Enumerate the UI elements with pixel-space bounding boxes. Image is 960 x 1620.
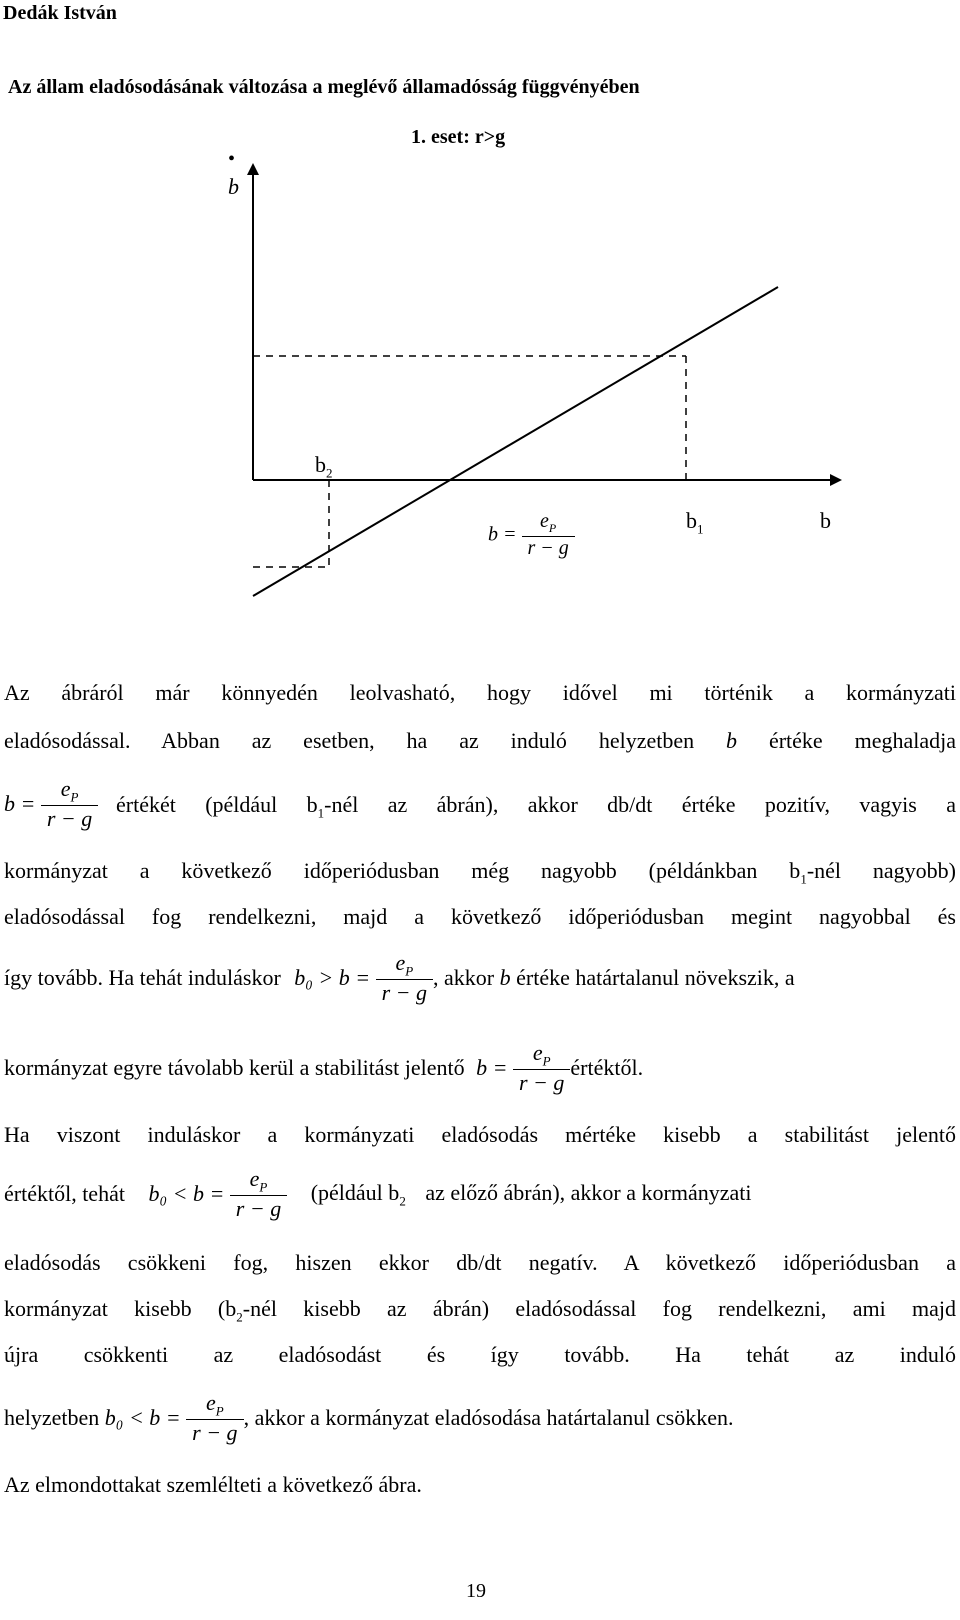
p1-line5: eladósodással fog rendelkezni, majd a következő időperiódusban megint nagyobbal és: [4, 904, 956, 929]
phase-diagram: [0, 0, 960, 700]
x-axis-label: b: [820, 508, 831, 533]
p2-line1: Ha viszont induláskor a kormányzati eladósodás mértéke kisebb a stabilitást jelentő: [4, 1122, 956, 1147]
p1-line4: kormányzat a következő időperiódusban még nagyobb (példánkban $b_1$-nél nagyobb): [4, 858, 957, 887]
y-axis-label: b: [228, 174, 239, 199]
p1-line3: értékét (például $b_1$-nél az ábrán), akkor db/dt értéke pozitív, vagyis a: [116, 792, 956, 821]
b1-label: $b_1$: [686, 508, 704, 537]
p2-line5: újra csökkenti az eladósodást és így tovább. Ha tehát az induló: [4, 1342, 956, 1367]
equilibrium-formula: b = $\frac{e_P}{r - g}$: [488, 510, 575, 560]
p2-line6: helyzetben b₀ < b = $\frac{e_P}{r - g}$ , akkor a kormányzat eladósodása határtalanul csökken.: [4, 1390, 734, 1446]
p2-line3: eladósodás csökkeni fog, hiszen ekkor db/dt negatív. A következő időperiódusban a: [4, 1250, 956, 1275]
p2-line4: kormányzat kisebb ($b_2$-nél kisebb az ábrán) eladósodással fog rendelkezni, ami majd: [4, 1296, 957, 1325]
b2-guides: [253, 480, 329, 567]
page-number: 19: [466, 1580, 486, 1602]
p2-line2: értéktől, tehát b₀ < b = $\frac{e_P}{r - g}$ (például $b_2$ az előző ábrán), akkor a kormányzati: [4, 1166, 752, 1222]
formula-b-eq: b = $\frac{e_P}{r - g}$: [4, 776, 98, 832]
figure-subtitle: 1. eset: r>g: [411, 126, 506, 148]
p1-line1: Az ábráról már könnyedén leolvasható, hogy idővel mi történik a kormányzati: [4, 680, 956, 705]
figure-title: Az állam eladósodásának változása a meglévő államadósság függvényében: [8, 76, 640, 98]
p1-line2: eladósodással. Abban az esetben, ha az induló helyzetben b értéke meghaladja: [4, 728, 956, 753]
y-axis-dot: •: [228, 148, 236, 170]
p1-line7: kormányzat egyre távolabb kerül a stabilitást jelentő b = $\frac{e_P}{r - g}$ értéktől.: [4, 1040, 644, 1096]
author-header: Dedák István: [3, 2, 117, 24]
b2-label: $b_2$: [315, 452, 333, 481]
p3-line1: Az elmondottakat szemlélteti a következő ábra.: [4, 1472, 422, 1497]
p1-line6: így tovább. Ha tehát induláskor b₀ > b = $\frac{e_P}{r - g}$ , akkor b értéke határtalanul növekszik, a: [4, 950, 795, 1006]
